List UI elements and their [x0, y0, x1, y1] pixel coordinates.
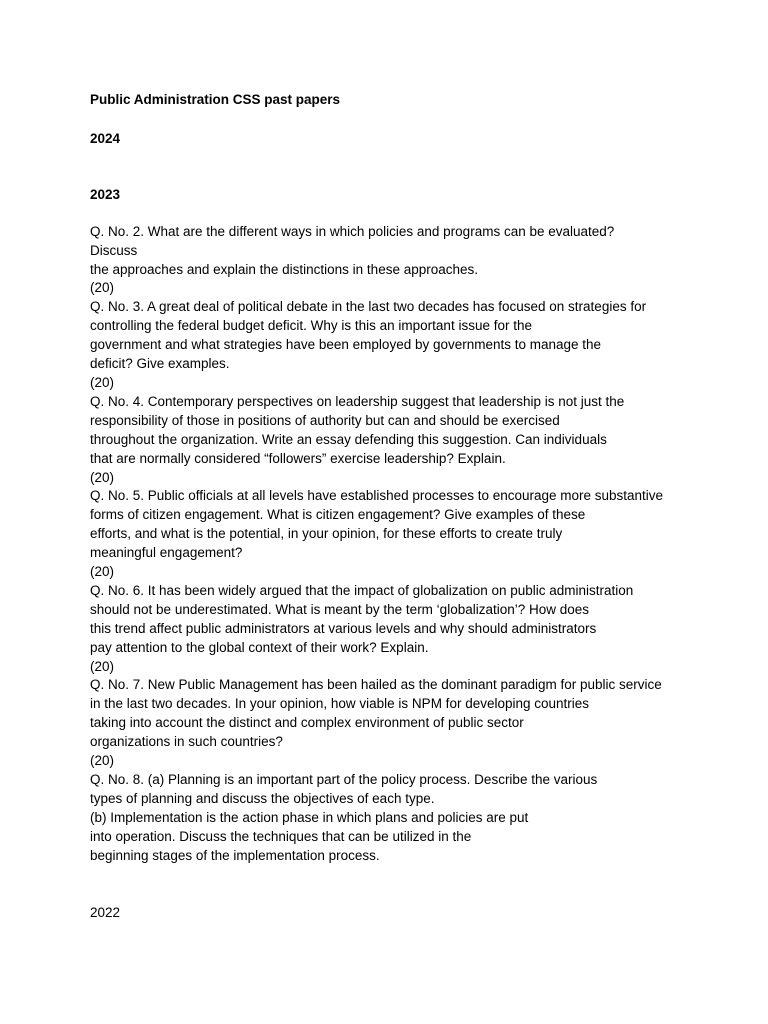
text-line: Q. No. 3. A great deal of political debate in the last two decades has focused on strategies for — [90, 299, 647, 315]
year-heading-2022: 2022 — [90, 904, 121, 920]
text-line: Q. No. 8. (a) Planning is an important part of the policy process. Describe the various — [90, 772, 598, 787]
questions-2023 — [90, 223, 710, 866]
text-line: efforts, and what is the potential, in your opinion, for these efforts to create truly — [90, 526, 563, 542]
spacer — [90, 149, 710, 186]
text-line: (b) Implementation is the action phase in which plans and policies are put — [90, 809, 529, 825]
year-heading-2024: 2024 — [90, 130, 121, 146]
document-page — [90, 91, 710, 922]
text-line: taking into account the distinct and complex environment of public sector — [90, 715, 524, 731]
text-line: pay attention to the global context of their work? Explain. — [90, 639, 429, 655]
marks-label: (20) — [90, 564, 115, 580]
text-line: the approaches and explain the distinctions in these approaches. — [90, 261, 479, 277]
text-line: organizations in such countries? — [90, 734, 283, 750]
text-line: Q. No. 5. Public officials at all levels have established processes to encourage more substantive — [90, 488, 664, 504]
marks-label: (20) — [90, 753, 115, 769]
spacer — [90, 110, 710, 130]
text-line: this trend affect public administrators at various levels and why should administrators — [90, 620, 597, 636]
text-line: types of planning and discuss the objectives of each type. — [90, 790, 435, 806]
text-line: deficit? Give examples. — [90, 356, 230, 372]
text-line: beginning stages of the implementation process. — [90, 847, 380, 863]
text-line: responsibility of those in positions of authority but can and should be exercised — [90, 412, 560, 428]
text-line: in the last two decades. In your opinion, how viable is NPM for developing countries — [90, 696, 590, 712]
year-heading-2023: 2023 — [90, 186, 121, 202]
text-line: Q. No. 4. Contemporary perspectives on leadership suggest that leadership is not just the — [90, 393, 625, 409]
marks-label: (20) — [90, 280, 115, 296]
text-line: Q. No. 7. New Public Management has been hailed as the dominant paradigm for public service — [90, 677, 662, 693]
text-line: meaningful engagement? — [90, 545, 243, 561]
document-title: Public Administration CSS past papers — [90, 92, 341, 107]
text-line: should not be underestimated. What is meant by the term ‘globalization’? How does — [90, 601, 590, 617]
marks-label: (20) — [90, 469, 115, 485]
text-line: Q. No. 6. It has been widely argued that the impact of globalization on public administration — [90, 582, 634, 598]
text-line: into operation. Discuss the techniques that can be utilized in the — [90, 828, 472, 844]
text-line: controlling the federal budget deficit. Why is this an important issue for the — [90, 318, 532, 334]
marks-label: (20) — [90, 374, 115, 390]
text-line: forms of citizen engagement. What is citizen engagement? Give examples of these — [90, 507, 586, 523]
marks-label: (20) — [90, 658, 115, 674]
spacer — [90, 205, 710, 223]
text-line: throughout the organization. Write an essay defending this suggestion. Can individuals — [90, 431, 607, 447]
spacer — [90, 866, 710, 904]
text-line: that are normally considered “followers” exercise leadership? Explain. — [90, 450, 506, 466]
text-line: Discuss — [90, 242, 138, 258]
text-line: government and what strategies have been employed by governments to manage the — [90, 337, 602, 353]
text-line: Q. No. 2. What are the different ways in which policies and programs can be evaluated? — [90, 223, 615, 239]
